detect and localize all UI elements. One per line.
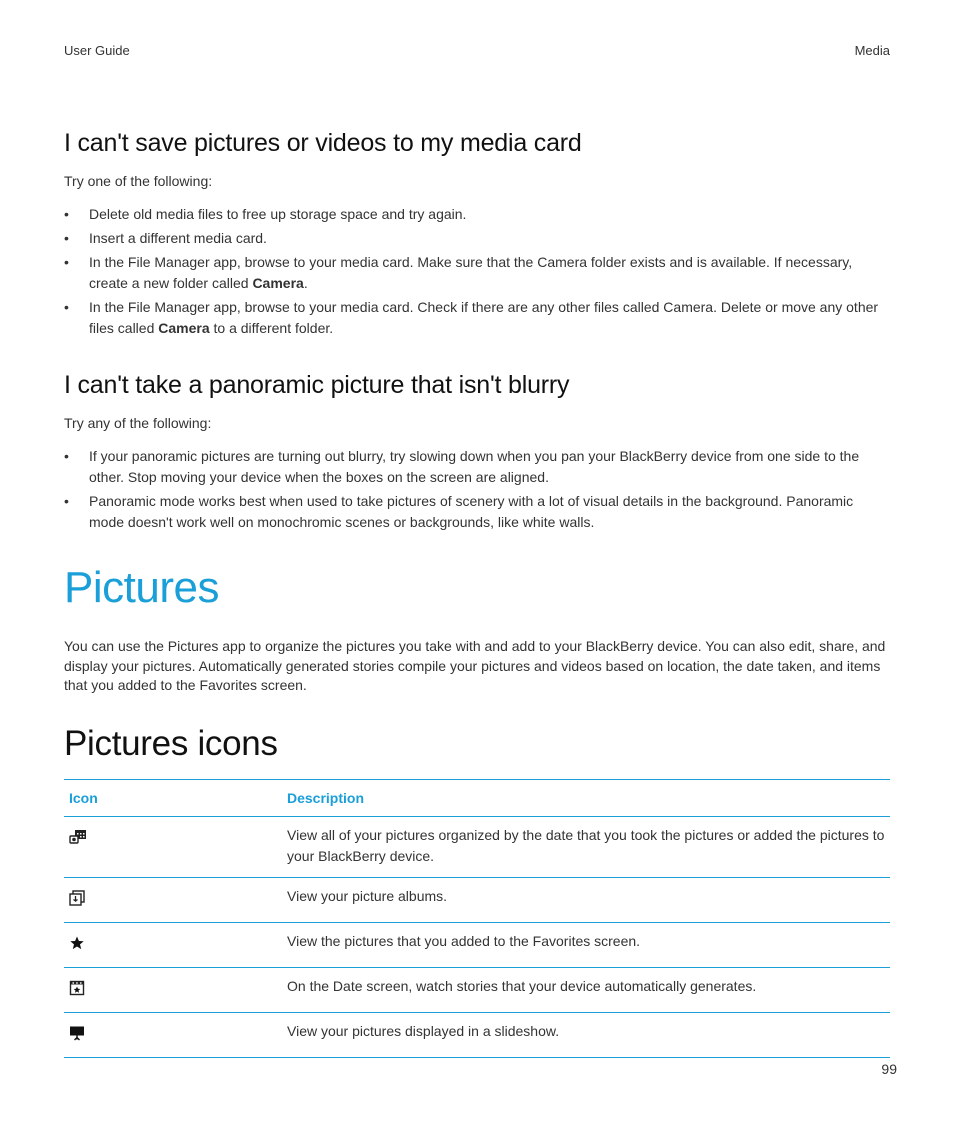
list-item xyxy=(64,446,890,488)
pictures-icons-heading: Pictures icons xyxy=(64,724,278,763)
list-item-text: In the File Manager app, browse to your media card. Check if there are any other files called Camera. Delete or move any other files called xyxy=(89,299,879,336)
bullet-dot: • xyxy=(64,254,69,270)
list-item-text: Delete old media files to free up storage space and try again. xyxy=(89,206,467,222)
list-item-text: Panoramic mode works best when used to take pictures of scenery with a lot of visual details in the background. Panoramic mode doesn't work well on monochromic scenes or backgrounds, like white walls. xyxy=(89,493,854,530)
row-description: View the pictures that you added to the Favorites screen. xyxy=(282,923,890,968)
bold-term: Camera xyxy=(252,275,304,291)
bold-term: Camera xyxy=(158,320,210,336)
list-item xyxy=(64,297,890,339)
list-item xyxy=(64,252,890,294)
list-item-text-end: . xyxy=(303,275,308,291)
row-description: On the Date screen, watch stories that your device automatically generates. xyxy=(282,968,890,1013)
slideshow-icon xyxy=(69,1025,85,1041)
page-number: 99 xyxy=(881,1061,897,1077)
section2-intro: Try any of the following: xyxy=(64,415,212,431)
section1-bullet-list xyxy=(64,204,890,342)
pictures-icons-table xyxy=(64,779,890,1058)
table-row xyxy=(64,968,890,1013)
pictures-paragraph: You can use the Pictures app to organize the pictures you take with and add to your BlackBerry device. You can also edit, share, and display your pictures. Automatically generated stories compile your pictures and videos based on location, the date taken, and items that you added to the Favorites screen. xyxy=(64,638,886,693)
stories-icon xyxy=(69,980,85,996)
list-item xyxy=(64,228,890,249)
pictures-heading: Pictures xyxy=(64,563,219,612)
table-row xyxy=(64,817,890,878)
list-item-text-end: to a different folder. xyxy=(209,320,334,336)
list-item-text: In the File Manager app, browse to your media card. Make sure that the Camera folder exists and is available. If necessary, create a new folder called xyxy=(89,254,853,291)
bullet-dot: • xyxy=(64,448,69,464)
row-description: View your pictures displayed in a slideshow. xyxy=(282,1013,890,1058)
section1-intro: Try one of the following: xyxy=(64,173,213,189)
table-row xyxy=(64,1013,890,1058)
running-header-right: Media xyxy=(854,43,890,58)
bullet-dot: • xyxy=(64,299,69,315)
running-header-left: User Guide xyxy=(64,43,130,58)
section2-bullet-list xyxy=(64,446,890,536)
row-description: View your picture albums. xyxy=(282,878,890,923)
table-header-row xyxy=(64,780,890,817)
list-item-text: Insert a different media card. xyxy=(89,230,267,246)
albums-icon xyxy=(69,890,85,906)
list-item-text: If your panoramic pictures are turning out blurry, try slowing down when you pan your BlackBerry device from one side to the other. Stop moving your device when the boxes on the screen are aligned. xyxy=(89,448,860,485)
star-icon xyxy=(69,935,85,951)
table-row xyxy=(64,878,890,923)
column-header-description: Description xyxy=(282,780,890,817)
list-item xyxy=(64,491,890,533)
section2-title: I can't take a panoramic picture that isn't blurry xyxy=(64,371,570,399)
date-view-icon xyxy=(69,829,85,845)
table-row xyxy=(64,923,890,968)
bullet-dot: • xyxy=(64,206,69,222)
row-description: View all of your pictures organized by the date that you took the pictures or added the pictures to your BlackBerry device. xyxy=(282,817,890,878)
column-header-icon: Icon xyxy=(64,780,282,817)
section1-title: I can't save pictures or videos to my media card xyxy=(64,129,582,157)
bullet-dot: • xyxy=(64,493,69,509)
list-item xyxy=(64,204,890,225)
bullet-dot: • xyxy=(64,230,69,246)
